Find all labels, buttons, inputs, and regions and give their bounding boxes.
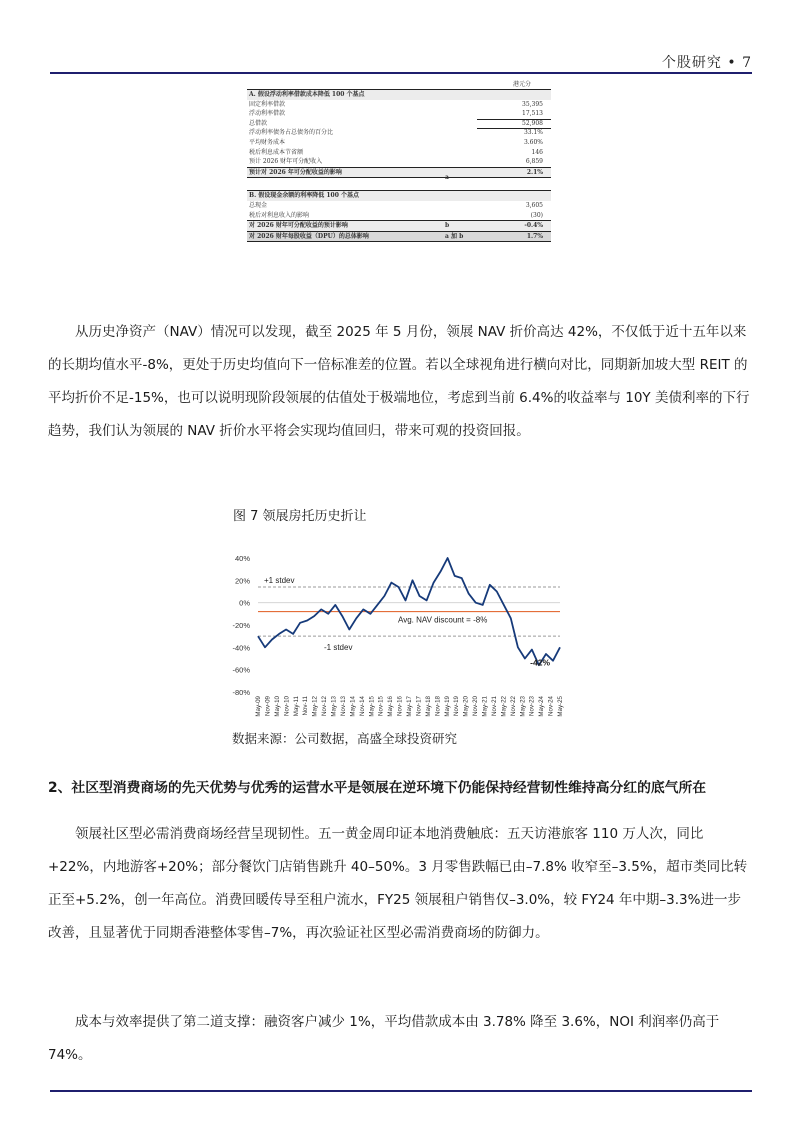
- footer-rule: [50, 1090, 752, 1092]
- section-b-title: B. 假设现金余额的利率降低 100 个基点: [249, 192, 359, 200]
- table-row: [247, 100, 551, 110]
- total-label: 对 2026 财年每股收益（DPU）的总体影响: [249, 232, 369, 240]
- x-tick-label: Nov-14: [358, 696, 366, 716]
- x-tick-label: May-25: [557, 696, 564, 717]
- table-row: [247, 138, 551, 148]
- row-label: 税后对利息收入的影响: [249, 211, 310, 219]
- reference-label: -1 stdev: [324, 643, 353, 653]
- row-value: (30): [530, 211, 543, 219]
- impact-value: 2.1%: [526, 168, 543, 176]
- x-tick-label: May-12: [311, 696, 319, 717]
- x-tick-label: May-23: [519, 696, 527, 717]
- latest-value-label: -42%: [530, 657, 550, 668]
- x-tick-label: Nov-21: [490, 696, 498, 716]
- x-tick-label: May-19: [443, 696, 451, 717]
- sensitivity-table: [247, 80, 551, 242]
- x-tick-label: May-21: [481, 696, 489, 717]
- paragraph-consumption: [48, 818, 752, 950]
- total-mark: a 加 b: [445, 232, 464, 240]
- section-b-title-row: [247, 190, 551, 201]
- x-tick-label: Nov-20: [472, 696, 480, 716]
- row-label: 总借款: [249, 119, 268, 127]
- paragraph-cost: [48, 1006, 752, 1072]
- x-tick-label: May-10: [273, 696, 281, 717]
- table-row: [247, 211, 551, 221]
- x-tick-label: Nov-10: [283, 696, 291, 716]
- impact-label: 预计对 2026 年可分配收益的影响: [249, 168, 342, 176]
- x-axis: [255, 695, 564, 716]
- annotations: [530, 658, 550, 668]
- reference-lines: [258, 576, 560, 652]
- x-tick-label: Nov-16: [396, 696, 404, 716]
- row-label: 预计 2026 财年可分配收入: [249, 158, 323, 166]
- paragraph-text: 从历史净资产（NAV）情况可以发现，截至 2025 年 5 月份，领展 NAV 折价高达 42%，不仅低于近十五年以来的长期均值水平-8%，更处于历史均值向下一倍标准差的位置。若以全球视角进行横向对比，同期新加坡大型 REIT 的平均折价不足-15%，也可以说明现阶段领展的估值处于极端地位，考虑到当前 6.4%的收益率与 10Y 美债利率的下行趋势，我们认为领展的 NAV 折价水平将会实现均值回归，带来可观的投资回报。: [48, 324, 750, 439]
- row-value: 3,605: [525, 201, 543, 209]
- x-tick-label: May-14: [349, 696, 357, 717]
- header-rule: [50, 72, 752, 74]
- table-spacer: [247, 178, 551, 190]
- x-tick-label: Nov-19: [453, 696, 461, 716]
- section-2-heading: 2、社区型消费商场的先天优势与优秀的运营水平是领展在逆环境下仍能保持经营韧性维持高分红的底气所在: [48, 780, 707, 796]
- x-tick-label: May-16: [387, 696, 395, 717]
- y-tick-label: -20%: [232, 621, 250, 630]
- row-value: 3.60%: [523, 138, 543, 146]
- x-tick-label: Nov-13: [339, 696, 347, 716]
- y-tick-label: -60%: [232, 665, 250, 675]
- x-tick-label: May-24: [538, 696, 546, 717]
- impact-mark: a: [445, 173, 449, 181]
- y-tick-label: 0%: [239, 598, 250, 608]
- section-b-impact-row: [247, 220, 551, 231]
- table-row: [247, 128, 551, 138]
- figure-title: 图 7 领展房托历史折让: [233, 509, 367, 524]
- x-tick-label: May-22: [500, 696, 508, 717]
- table-row: [247, 109, 551, 119]
- row-label: 固定利率借款: [249, 100, 286, 108]
- figure-source: 数据来源：公司数据，高盛全球投资研究: [232, 731, 458, 746]
- nav-discount-chart: [228, 548, 568, 728]
- total-impact-row: [247, 231, 551, 243]
- x-tick-label: May-09: [255, 696, 262, 717]
- impact-value: -0.4%: [524, 222, 543, 230]
- paragraph-text: 领展社区型必需消费商场经营呈现韧性。五一黄金周印证本地消费触底：五天访港旅客 110 万人次，同比+22%，内地游客+20%；部分餐饮门店销售跳升 40–50%。3 月零售跌幅已由–7.8% 收窄至–3.5%，超市类同比转正至+5.2%，创一年高位。消费回暖传导至租户流水，FY25 领展租户销售仅–3.0%，较 FY24 年中期–3.3%进一步改善，且显著优于同期香港整体零售–7%，再次验证社区型必需消费商场的防御力。: [48, 826, 748, 941]
- x-tick-label: Nov-24: [547, 696, 555, 716]
- row-value: 52,908: [522, 119, 543, 127]
- row-value: 35,395: [522, 100, 543, 108]
- table-header-row: [247, 80, 551, 89]
- row-value: 146: [531, 148, 543, 156]
- x-tick-label: May-18: [424, 696, 432, 717]
- header-label: 个股研究 • 7: [661, 55, 752, 71]
- section-a-impact-row: [247, 167, 551, 179]
- row-value: 33.1%: [523, 129, 543, 137]
- x-tick-label: Nov-17: [415, 696, 423, 716]
- section-a-title-row: [247, 89, 551, 100]
- impact-mark: b: [445, 222, 450, 230]
- table-unit: 港元分: [512, 81, 531, 88]
- x-tick-label: Nov-09: [264, 696, 272, 716]
- x-tick-label: Nov-11: [302, 696, 310, 716]
- x-tick-label: Nov-23: [528, 696, 536, 716]
- y-tick-label: -40%: [232, 643, 250, 653]
- table-row: [247, 157, 551, 167]
- table-row: [247, 201, 551, 211]
- row-label: 浮动利率债务占总债务的百分比: [249, 129, 334, 137]
- row-label: 总现金: [249, 201, 268, 209]
- row-label: 税后利息成本节省额: [249, 148, 304, 156]
- row-value: 6,859: [525, 158, 543, 166]
- x-tick-label: Nov-18: [434, 696, 442, 716]
- x-tick-label: Nov-12: [321, 696, 329, 716]
- x-tick-label: Nov-15: [377, 696, 385, 716]
- impact-label: 对 2026 财年可分配收益的预计影响: [249, 222, 348, 230]
- x-tick-label: May-17: [406, 696, 413, 717]
- x-tick-label: Nov-22: [509, 696, 517, 716]
- y-tick-label: 40%: [234, 554, 250, 563]
- row-label: 平均财务成本: [249, 138, 286, 146]
- row-label: 浮动利率借款: [249, 110, 286, 118]
- x-tick-label: May-13: [330, 696, 338, 717]
- paragraph-text: 成本与效率提供了第二道支撑：融资客户减少 1%，平均借款成本由 3.78% 降至 3.6%，NOI 利润率仍高于 74%。: [48, 1014, 720, 1063]
- x-tick-label: May-11: [292, 696, 300, 717]
- total-value: 1.7%: [526, 232, 543, 240]
- y-axis: [232, 554, 250, 697]
- x-tick-label: May-20: [462, 696, 470, 717]
- reference-label: Avg. NAV discount = -8%: [398, 615, 488, 625]
- section-a-title: A. 假设浮动利率借款成本降低 100 个基点: [249, 91, 365, 98]
- y-tick-label: 20%: [234, 576, 250, 586]
- reference-label: +1 stdev: [264, 576, 295, 586]
- paragraph-nav: [48, 316, 752, 448]
- table-row: [247, 148, 551, 158]
- table-row: [247, 119, 551, 129]
- y-tick-label: -80%: [232, 688, 250, 697]
- row-value: 17,513: [522, 110, 543, 118]
- x-tick-label: May-15: [368, 696, 376, 717]
